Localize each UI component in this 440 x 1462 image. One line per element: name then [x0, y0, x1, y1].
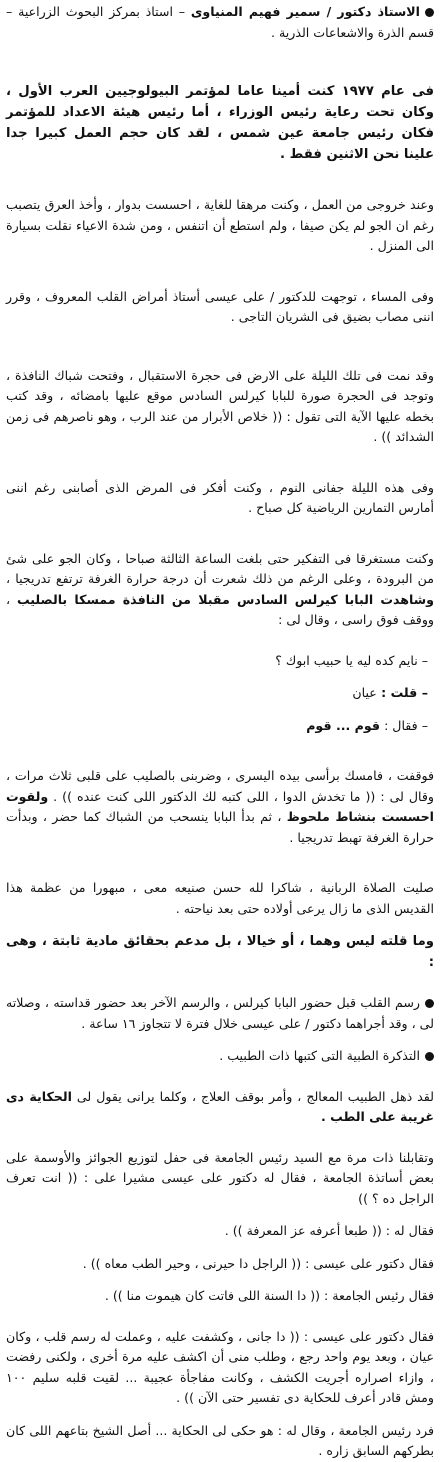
author-name: الاستاذ دكتور / سمير فهيم المنياوى: [190, 4, 420, 19]
paragraph-10: [6, 1087, 434, 1128]
author-title: – استاذ بمركز البحوث الزراعية – قسم الذرة والاشعاعات الذرية .: [6, 4, 434, 40]
author-line: [6, 2, 434, 43]
quote-line-2: فقال دكتور على عيسى : (( الراجل دا حيرنى ، وحير الطب معاه )) .: [82, 1255, 434, 1271]
bullet-icon: [425, 1052, 434, 1061]
paragraph-5: وفى هذه الليلة جفانى النوم ، وكنت أفكر فى المرض الذى أصابنى رغم اننى أمارس التمارين الرياضية كل صباح .: [6, 479, 434, 515]
paragraph-3: وفى المساء ، توجهت للدكتور / على عيسى أستاذ أمراض القلب المعروف ، وقرر اننى مصاب بضيق فى الشريان التاجى .: [6, 288, 434, 324]
paragraph-6-bold: وشاهدت البابا كيرلس السادس مقبلا من النافذة ممسكا بالصليب: [16, 591, 434, 607]
dialogue-line-3: [6, 716, 434, 737]
paragraph-8: صليت الصلاة الربانية ، شاكرا لله حسن صنيعه معى ، مبهورا من عظمة هذا القديس الذى ما زال يرعى أولاده حتى بعد نياحته .: [6, 880, 434, 916]
paragraph-11: وتقابلنا ذات مرة مع السيد رئيس الجامعة فى حفل لتوزيع الجوائز والأوسمة على بعض أساتذة الجامعة ، فقال له دكتور على عيسى مشيرا على : (( انت تعرف الراجل ده ؟ )): [6, 1149, 434, 1206]
bullet-icon: [425, 999, 434, 1008]
paragraph-12: فقال دكتور على عيسى : (( دا جانى ، وكشفت عليه ، وعملت له رسم قلب ، وكان عيان ، وبعد يوم واحد رجع ، وطلب منى أن اكشف عليه مرة أخرى ، ولكنى رفضت ، وازاء اصراره أجريت الكشف ، وكانت مفاجأة عجيبة ... لقيت قلبه سليم ١٠٠ ومش قادر أعرف للحكاية دى تفسير حتى الآن )) .: [6, 1328, 434, 1405]
paragraph-10-bold: الحكاية دى غريبة على الطب .: [6, 1088, 434, 1124]
paragraph-4: وقد نمت فى تلك الليلة على الارض فى حجرة الاستقبال ، وفتحت شباك النافذة ، وتوجد فى الحجرة صورة للبابا كيرلس السادس موقع عليها بامضائه ، وقد كتب بخطه عليها الآية التى تقول : (( خلاص الأبرار من عند الرب ، وهو ناصرهم فى زمن الشدائد )) .: [6, 367, 434, 444]
bullet-item-1-text: رسم القلب قبل حضور البابا كيرلس ، والرسم الآخر بعد حضور قداسته ، وصلاته لى ، وقد أجراهما دكتور / على عيسى خلال فترة لا تتجاوز ١٦ ساعة .: [6, 995, 434, 1031]
dialogue-3-label: – فقال :: [380, 717, 428, 733]
bullet-item-1: [6, 993, 434, 1034]
paragraph-6: [6, 549, 434, 631]
paragraph-7: [6, 766, 434, 848]
paragraph-6-text: وكنت مستغرقا فى التفكير حتى بلغت الساعة الثالثة صباحا ، وكان الجو على شئ من البرودة ، وعلى الرغم من ذلك شعرت أن درجة حرارة الغرفة ترتفع تدريجيا ،: [6, 550, 434, 586]
paragraph-7-bold: ولقوت احسست بنشاط ملحوظ: [6, 788, 434, 824]
dialogue-2-text: عيان: [352, 685, 377, 700]
paragraph-7-text: فوقفت ، فامسك برأسى بيده اليسرى ، وضربنى بالصليب على قلبى ثلاث مرات ، وقال لى : (( ما تخدش الدوا ، اللى كتبه لك الدكتور اللى كنت عنده )) .: [6, 768, 434, 804]
paragraph-13: فرد رئيس الجامعة ، وقال له : هو حكى لى الحكاية ... أصل الشيخ بتاعهم اللى كان بطركهم السابق زاره .: [6, 1422, 434, 1458]
paragraph-2: وعند خروجى من العمل ، وكنت مرهقا للغاية ، احسست بدوار ، وأخذ العرق يتصبب رغم ان الجو لم يكن صيفا ، ولم استطع أن اتنفس ، ومن شدة الاعياء نقلت بسيارة الى المنزل .: [6, 197, 434, 253]
dialogue-line-2: [6, 683, 434, 704]
paragraph-10-text: لقد ذهل الطبيب المعالج ، وأمر بوقف العلاج ، وكلما يرانى يقول لى: [76, 1088, 434, 1104]
paragraph-1: فى عام ١٩٧٧ كنت أمينا عاما لمؤتمر البيولوجيين العرب الأول ، وكان تحت رعاية رئيس الوزراء ، أما رئيس هيئة الاعداد للمؤتمر فكان رئيس جامعة عين شمس ، لقد كان حجم العمل كبيرا جدا علينا نحن الاثنين فقط .: [6, 84, 434, 162]
bullet-icon: [425, 8, 434, 17]
quote-line-1: فقال له : (( طبعا أعرفه عز المعرفة )) .: [224, 1223, 434, 1238]
dialogue-2-label: – قلت :: [376, 685, 428, 700]
paragraph-7-end: ، ثم بدأ البابا ينسحب من الشباك كما حضر ، وبدأت حرارة الغرفة تهبط تدريجيا .: [6, 809, 434, 845]
dialogue-3-text: قوم ... قوم: [306, 717, 381, 733]
paragraph-9: وما قلته ليس وهما ، أو خيالا ، بل مدعم بحقائق مادية ثابتة ، وهى :: [6, 934, 434, 970]
bullet-item-2: [6, 1046, 434, 1067]
paragraph-6-end: ، ووقف فوق راسى ، وقال لى :: [6, 591, 434, 627]
dialogue-line-1: – نايم كده ليه يا حبيب ابوك ؟: [275, 652, 428, 668]
bullet-item-2-text: التذكرة الطبية التى كتبها ذات الطبيب .: [219, 1048, 420, 1063]
quote-line-3: فقال رئيس الجامعة : (( دا السنة اللى فاتت كان هيموت منا )) .: [104, 1288, 434, 1303]
